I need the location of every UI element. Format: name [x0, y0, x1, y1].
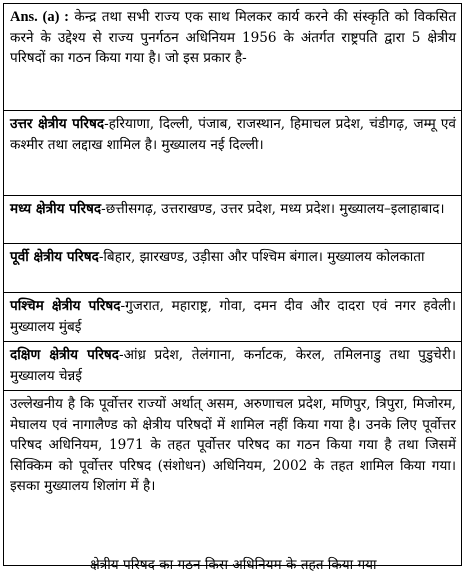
cutoff-text: क्षेत्रीय परिषद का गठन किस अधिनियम के तहत किया गया	[90, 557, 377, 573]
council-east-label: पूर्वी क्षेत्रीय परिषद	[10, 249, 99, 265]
next-question-cutoff	[0, 557, 471, 575]
intro-text: केन्द्र तथा सभी राज्य एक साथ मिलकर कार्य करने की संस्कृति को विकसित करने के उद्देश्य से राज्य पुनर्गठन अधिनियम 1956 के अंतर्गत राष्ट्रपति द्वारा 5 क्षेत्रीय परिषदों का गठन किया गया है। जो इस प्रकार है-	[10, 9, 456, 66]
council-south	[4, 342, 461, 391]
council-west-text: -गुजरात, महाराष्ट्र, गोवा, दमन दीव और दादरा एवं नगर हवेली। मुख्यालय मुंबई	[10, 298, 456, 335]
answer-label: Ans. (a) :	[10, 9, 69, 25]
council-central	[4, 196, 461, 244]
answer-box	[3, 3, 462, 566]
note-block	[4, 391, 461, 561]
council-east	[4, 244, 461, 293]
council-west-label: पश्चिम क्षेत्रीय परिषद	[10, 298, 121, 314]
council-north-text: -हरियाणा, दिल्ली, पंजाब, राजस्थान, हिमाचल प्रदेश, चंडीगढ़, जम्मू एवं कश्मीर तथा लद्दाख शामिल है। मुख्यालय नई दिल्ली।	[10, 116, 456, 153]
note-text: उल्लेखनीय है कि पूर्वोत्तर राज्यों अर्थात् असम, अरुणाचल प्रदेश, मणिपुर, त्रिपुरा, मिजोरम, मेघालय एवं नागालैण्ड को क्षेत्रीय परिषदों में शामिल नहीं किया गया है। उनके लिए पूर्वोत्तर परिषद अधिनियम, 1971 के तहत पूर्वोत्तर परिषद का गठन किया गया है तथा जिसमें सिक्किम को पूर्वोत्तर परिषद (संशोधन) अधिनियम, 2002 के तहत शामिल किया गया। इसका मुख्यालय शिलांग में है।	[10, 396, 456, 494]
council-south-text: -आंध्र प्रदेश, तेलंगाना, कर्नाटक, केरल, तमिलनाडु तथा पुडुचेरी। मुख्यालय चेन्नई	[10, 347, 457, 384]
council-central-text: -छत्तीसगढ़, उत्तराखण्ड, उत्तर प्रदेश, मध्य प्रदेश। मुख्यालय–इलाहाबाद।	[101, 201, 445, 217]
council-north-label: उत्तर क्षेत्रीय परिषद	[10, 116, 105, 132]
council-north	[4, 111, 461, 196]
council-west	[4, 293, 461, 342]
council-south-label: दक्षिण क्षेत्रीय परिषद	[10, 347, 120, 363]
intro-block	[4, 4, 461, 111]
council-central-label: मध्य क्षेत्रीय परिषद	[10, 201, 102, 217]
council-east-text: -बिहार, झारखण्ड, उड़ीसा और पश्चिम बंगाल। मुख्यालय कोलकाता	[98, 249, 425, 265]
